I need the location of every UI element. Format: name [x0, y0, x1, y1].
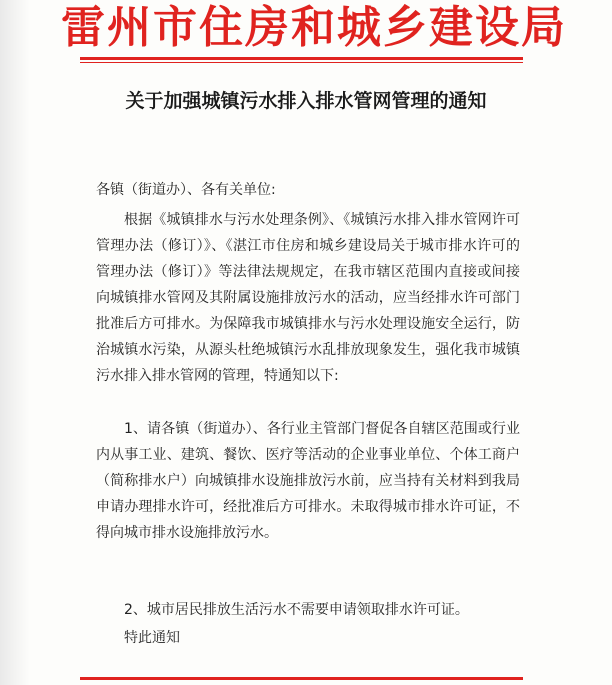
- document-title: 关于加强城镇污水排入排水管网管理的通知: [125, 90, 487, 112]
- paragraph-3: 2、城市居民排放生活污水不需要申请领取排水许可证。: [124, 602, 469, 618]
- letterhead-red-rule-thin: [80, 62, 523, 63]
- page-edge-shadow: [0, 0, 30, 685]
- salutation: 各镇（街道办）、各有关单位:: [96, 182, 276, 198]
- closing-line: 特此通知: [124, 630, 180, 646]
- letterhead-red-rule: [80, 57, 523, 60]
- footer-red-rule: [80, 677, 523, 680]
- letterhead-title: 雷州市住房和城乡建设局: [61, 2, 567, 53]
- paragraph-2: 1、请各镇（街道办）、各行业主管部门督促各自辖区范围或行业内从事工业、建筑、餐饮、医疗等活动的企业事业单位、个体工商户（简称排水户）向城镇排水设施排放污水前，应当持有关材料到我局申请办理排水许可，经批准后方可排水。未取得城市排水许可证，不得向城市排水设施排放污水。: [96, 421, 520, 541]
- paragraph-1: 根据《城镇排水与污水处理条例》、《城镇污水排入排水管网许可管理办法（修订）》、《湛江市住房和城乡建设局关于城市排水许可的管理办法（修订）》等法律法规规定，在我市辖区范围内直接或间接向城镇排水管网及其附属设施排放污水的活动，应当经排水许可部门批准后方可排水。为保障我市城镇排水与污水处理设施安全运行，防治城镇水污染，从源头杜绝城镇污水乱排放现象发生，强化我市城镇污水排入排水管网的管理，特通知以下:: [96, 212, 520, 384]
